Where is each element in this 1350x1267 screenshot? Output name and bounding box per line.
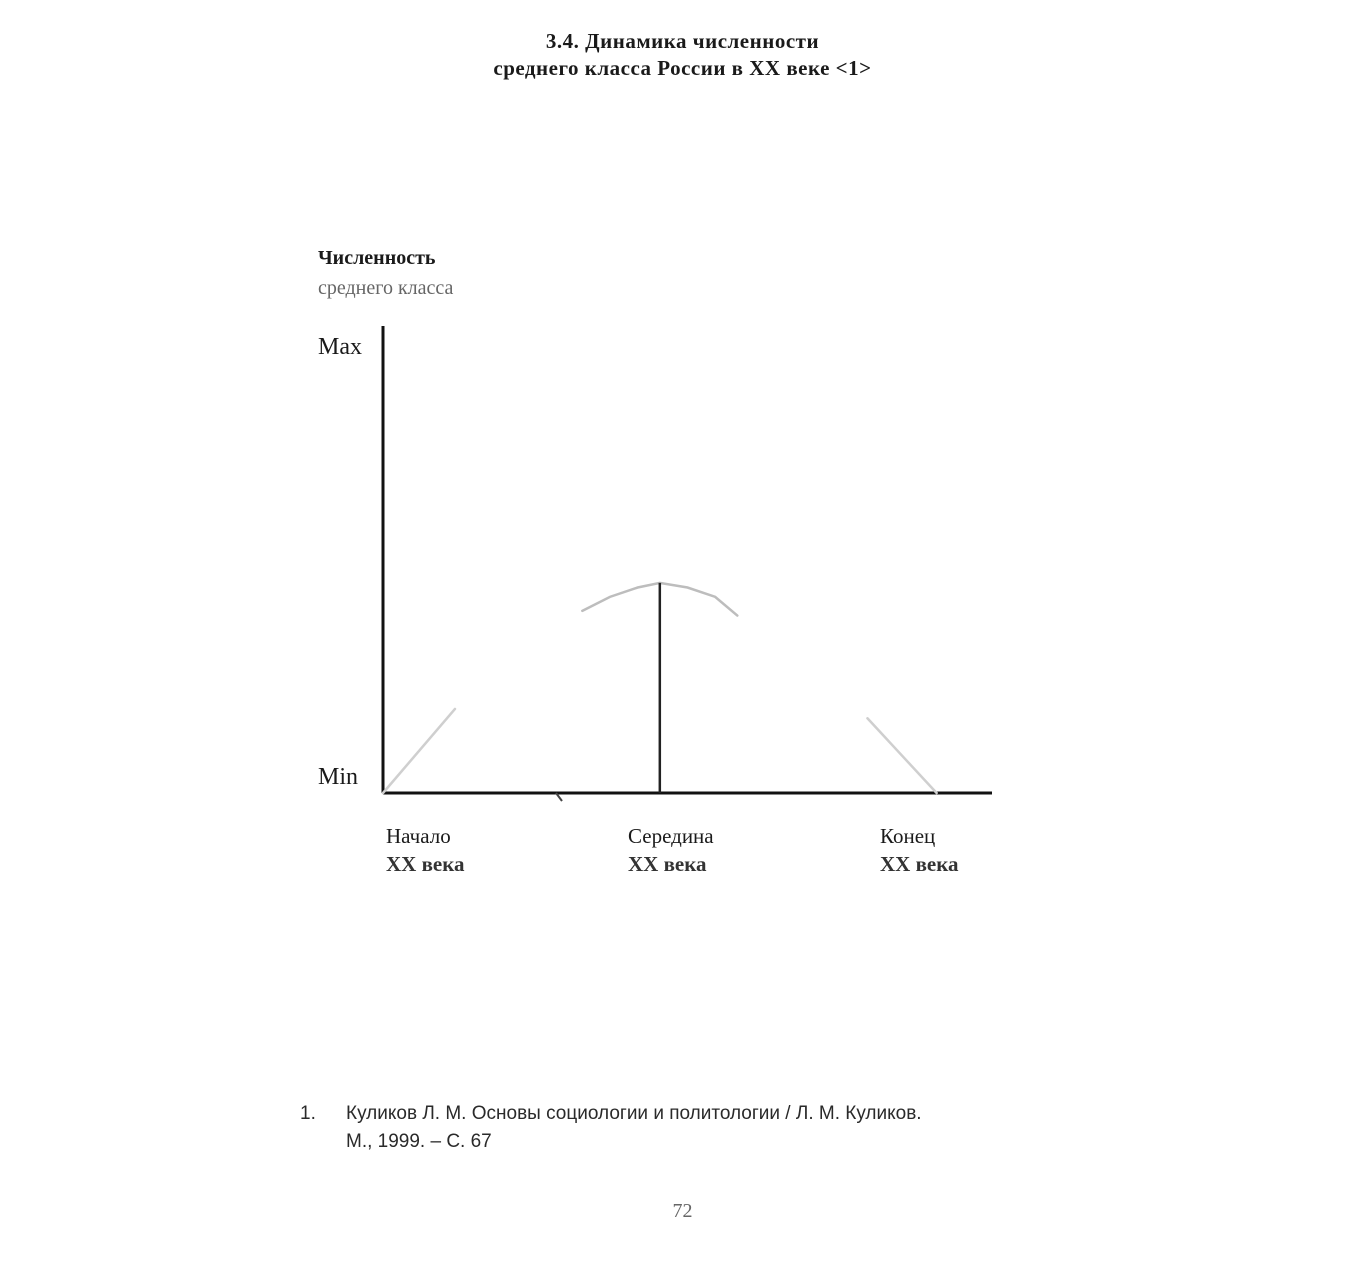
page-number: 72 (672, 1200, 693, 1222)
series-line-3 (867, 718, 936, 793)
footnote-line-1: Куликов Л. М. Основы социологии и политологии / Л. М. Куликов. (346, 1103, 922, 1124)
x-category-middle-line-1: Середина (628, 824, 714, 848)
series-layer (383, 583, 937, 793)
y-axis-label-line-2: среднего класса (318, 277, 454, 299)
x-category-end-line-1: Конец (880, 824, 936, 848)
x-category-middle-line-2: XX века (628, 852, 707, 876)
y-tick-min: Min (318, 764, 359, 790)
footnote (300, 1100, 922, 1156)
series-line-1 (383, 709, 455, 793)
title-line-1: 3.4. Динамика численности (545, 29, 820, 53)
y-tick-max: Max (318, 334, 362, 360)
x-category-start-line-2: XX века (386, 852, 465, 876)
title-line-2: среднего класса России в XX веке <1> (493, 56, 872, 80)
footnote-line-2: М., 1999. – С. 67 (346, 1131, 492, 1152)
x-category-start-line-1: Начало (386, 824, 451, 848)
x-category-end-line-2: XX века (880, 852, 959, 876)
footnote-number: 1. (300, 1103, 316, 1124)
y-axis-label-line-1: Численность (318, 247, 436, 269)
